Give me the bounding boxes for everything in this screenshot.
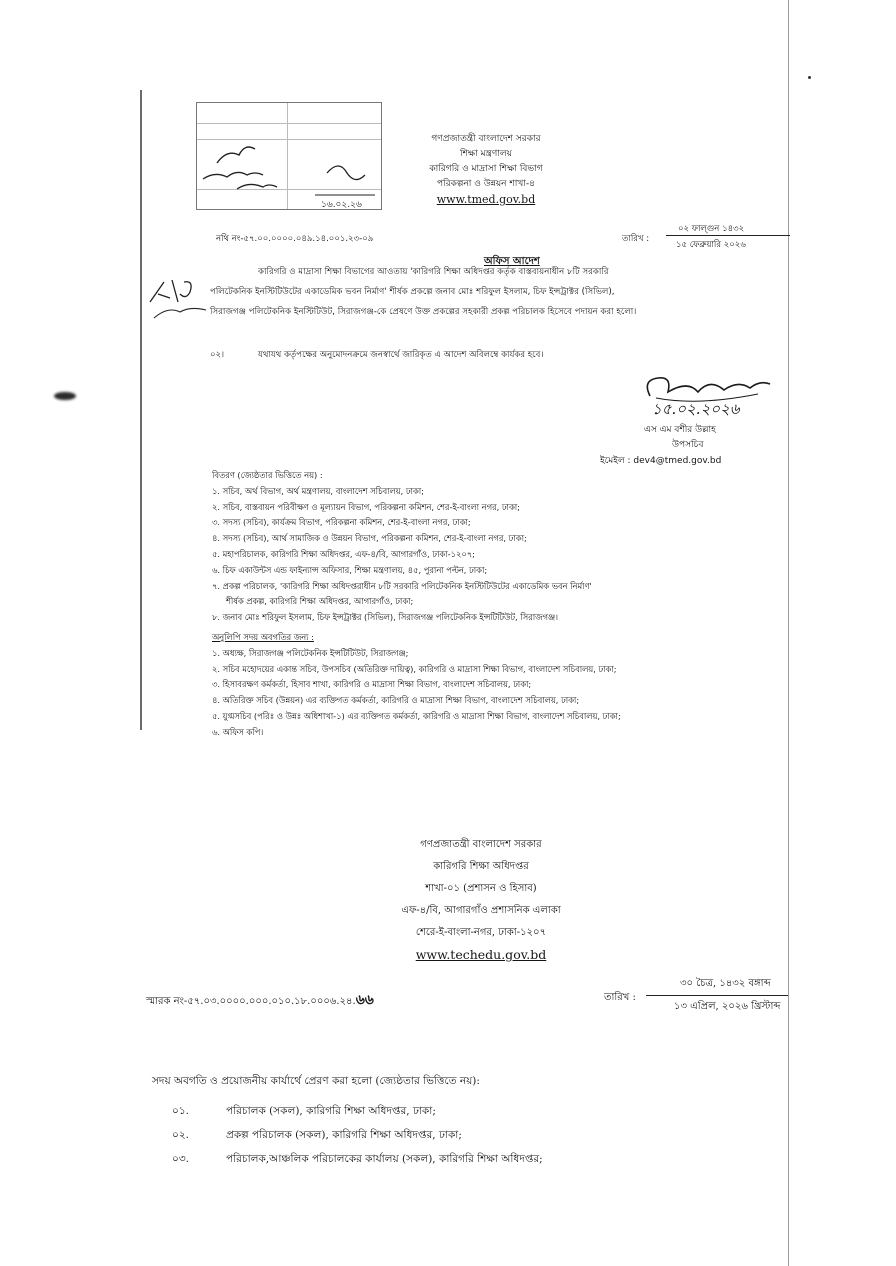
copy-item: ২. সচিব মহোদয়ের একান্ত সচিব, উপসচিব (অতিরিক্ত দায়িত্ব), কারিগরি ও মাদ্রাসা শিক্ষা বিভাগ, বাংলাদেশ সচিবালয়, ঢাকা;: [212, 663, 617, 674]
signatory-designation: উপসচিব: [672, 440, 704, 450]
recipient-number: ০৩.: [172, 1153, 189, 1165]
forward-header-gov: গণপ্রজাতন্ত্রী বাংলাদেশ সরকার: [420, 839, 542, 850]
ink-blot: [54, 392, 76, 400]
distribution-item: ২. সচিব, বাস্তবায়ন পরিবীক্ষণ ও মূল্যায়ন বিভাগ, পরিকল্পনা কমিশন, শের-ই-বাংলা নগর, ঢাকা;: [212, 501, 520, 512]
para1-line-1: কারিগরি ও মাদ্রাসা শিক্ষা বিভাগের আওতায় 'কারিগরি শিক্ষা অধিদপ্তর কর্তৃক বাস্তবায়নাধীন ৮টি সরকারি: [258, 267, 609, 277]
forward-date-label: তারিখ :: [604, 992, 636, 1003]
para2-number: ০২।: [210, 350, 225, 360]
date-label: তারিখ :: [622, 234, 650, 244]
distribution-item: ৪. সদস্য (সচিব), আর্থ সামাজিক ও উন্নয়ন বিভাগ, পরিকল্পনা কমিশন, শের-ই-বাংলা নগর, ঢাকা;: [212, 533, 527, 544]
para1-line-2: পলিটেকনিক ইনস্টিটিউটের একাডেমিক ভবন নির্মাণ' শীর্ষক প্রকল্পে জনাব মোঃ শরিফুল ইসলাম, চিফ ইন্সট্রাক্টর (সিভিল),: [210, 287, 615, 297]
ink-dot: [808, 76, 811, 79]
copy-item: ৪. অতিরিক্ত সচিব (উন্নয়ন) এর ব্যক্তিগত কর্মকর্তা, কারিগরি ও মাদ্রাসা শিক্ষা বিভাগ, বাংলাদেশ সচিবালয়, ঢাকা;: [212, 695, 580, 706]
receipt-stamp: [196, 102, 382, 210]
svg-text:১৬.০২.২৬: ১৬.০২.২৬: [321, 200, 362, 209]
memo-number-text: স্মারক নং-৫৭.০৩.০০০০.০০০.০১০.১৮.০০০৬.২৪.: [146, 996, 356, 1007]
header-website-link[interactable]: www.tmed.gov.bd: [436, 193, 536, 206]
memo-number-handwritten: ৬৬: [355, 992, 374, 1008]
forward-header: [366, 834, 596, 966]
signatory-email[interactable]: ইমেইল : dev4@tmed.gov.bd: [600, 456, 722, 466]
copy-item: ৩. হিসাবরক্ষণ কর্মকর্তা, হিসাব শাখা, কারিগরি ও মাদ্রাসা শিক্ষা বিভাগ, বাংলাদেশ সচিবালয়, ঢাকা;: [212, 679, 532, 690]
copy-item: ১. অধ্যক্ষ, সিরাজগঞ্জ পলিটেকনিক ইন্সটিটিউট, সিরাজগঞ্জ;: [212, 647, 409, 658]
distribution-item: ৭. প্রকল্প পরিচালক, 'কারিগরি শিক্ষা অধিদপ্তরাধীন ৮টি সরকারি পলিটেকনিক ইনস্টিটিউটের একাডেমিক ভবন নির্মাণ': [212, 580, 592, 591]
stamp-handwriting: [197, 103, 381, 209]
file-number: নথি নং-৫৭.০০.০০০০.০৪৯.১৪.০০১.২৩-০৯: [216, 234, 374, 244]
distribution-title: বিতরণ (জ্যেষ্ঠতার ভিত্তিতে নয়) :: [212, 470, 323, 480]
forward-date-bangla: ৩০ চৈত্র, ১৪৩২ বঙ্গাব্দ: [680, 978, 771, 989]
date-english: ১৫ ফেব্রুয়ারি ২০২৬: [676, 240, 746, 250]
forward-website-link[interactable]: www.techedu.gov.bd: [415, 947, 547, 962]
order-header: [396, 132, 576, 207]
order-paragraph-1: [210, 262, 788, 322]
distribution-list: [212, 468, 788, 741]
para1-line-3: সিরাজগঞ্জ পলিটেকনিক ইনস্টিটিউট, সিরাজগঞ্জ-কে প্রেষণে উক্ত প্রকল্পের সহকারী প্রকল্প পরিচালক হিসেবে পদায়ন করা হলো।: [210, 307, 637, 317]
copy-item: ৬. অফিস কপি।: [212, 726, 264, 737]
scan-edge-line: [788, 0, 789, 1266]
forward-date-english: ১৩ এপ্রিল, ২০২৬ খ্রিস্টাব্দ: [674, 1001, 781, 1012]
forward-date-rule: [646, 995, 788, 996]
forward-header-directorate: কারিগরি শিক্ষা অধিদপ্তর: [433, 861, 529, 872]
signature-date: ১৫.০২.২০২৬: [652, 400, 740, 418]
header-gov: গণপ্রজাতন্ত্রী বাংলাদেশ সরকার: [431, 134, 541, 144]
order-paragraph-2: যথাযথ কর্তৃপক্ষের অনুমোদনক্রমে জনস্বার্থে জারিকৃত এ আদেশ অবিলম্বে কার্যকর হবে।: [258, 350, 544, 360]
margin-handwriting: [144, 272, 214, 332]
header-branch: পরিকল্পনা ও উন্নয়ন শাখা-৪: [437, 179, 535, 189]
forward-intro: সদয় অবগতি ও প্রয়োজনীয় কার্যার্থে প্রেরণ করা হলো (জ্যেষ্ঠতার ভিত্তিতে নয়):: [152, 1075, 480, 1087]
distribution-item: ৫. মহাপরিচালক, কারিগরি শিক্ষা অধিদপ্তর, এফ-৪/বি, আগারগাঁও, ঢাকা-১২০৭;: [212, 548, 475, 559]
forward-header-address-1: এফ-৪/বি, আগারগাঁও প্রশাসনিক এলাকা: [401, 905, 561, 916]
recipient-text: পরিচালক,আঞ্চলিক পরিচালকের কার্যালয় (সকল), কারিগরি শিক্ষা অধিদপ্তর;: [226, 1153, 543, 1165]
distribution-item: ৩. সদস্য (সচিব), কার্যক্রম বিভাগ, পরিকল্পনা কমিশন, শের-ই-বাংলা নগর, ঢাকা;: [212, 517, 471, 528]
distribution-item: ৮. জনাব মোঃ শরিফুল ইসলাম, চিফ ইন্সট্রাক্টর (সিভিল), সিরাজগঞ্জ পলিটেকনিক ইন্সটিটিউট, সিরাজগঞ্জ।: [212, 612, 559, 623]
recipient-number: ০২.: [172, 1129, 189, 1141]
distribution-item: ৬. চিফ একাউন্টস এন্ড ফাইন্যান্স অফিসার, শিক্ষা মন্ত্রণালয়, ৪৫, পুরানা পল্টন, ঢাকা;: [212, 564, 488, 575]
signatory-name: এস এম বশীর উল্লাহ: [644, 425, 716, 435]
forward-header-address-2: শেরে-ই-বাংলা-নগর, ঢাকা-১২০৭: [415, 927, 547, 938]
copy-title: অনুলিপি সদয় অবগতির জন্য :: [212, 631, 314, 642]
header-ministry: শিক্ষা মন্ত্রণালয়: [460, 149, 512, 159]
office-order-title: অফিস আদেশ: [484, 256, 540, 267]
distribution-item-continued: শীর্ষক প্রকল্প, কারিগরি শিক্ষা অধিদপ্তর, আগারগাঁও, ঢাকা;: [226, 596, 414, 607]
recipient-text: প্রকল্প পরিচালক (সকল), কারিগরি শিক্ষা অধিদপ্তর, ঢাকা;: [226, 1129, 462, 1141]
header-division: কারিগরি ও মাদ্রাসা শিক্ষা বিভাগ: [429, 164, 543, 174]
binding-line: [140, 90, 142, 730]
memo-number: [146, 988, 374, 1012]
date-rule: [666, 235, 790, 236]
distribution-item: ১. সচিব, অর্থ বিভাগ, অর্থ মন্ত্রণালয়, বাংলাদেশ সচিবালয়, ঢাকা;: [212, 485, 424, 496]
recipient-text: পরিচালক (সকল), কারিগরি শিক্ষা অধিদপ্তর, ঢাকা;: [226, 1105, 436, 1117]
date-bangla: ০২ ফাল্গুন ১৪৩২: [678, 224, 745, 234]
copy-item: ৫. যুগ্মসচিব (পরিঃ ও উন্নঃ অধিশাখা-১) এর ব্যক্তিগত কর্মকর্তা, কারিগরি ও মাদ্রাসা শিক্ষা বিভাগ, বাংলাদেশ সচিবালয়, ঢাকা;: [212, 710, 621, 721]
forward-header-branch: শাখা-০১ (প্রশাসন ও হিসাব): [425, 883, 537, 894]
recipient-number: ০১.: [172, 1105, 189, 1117]
